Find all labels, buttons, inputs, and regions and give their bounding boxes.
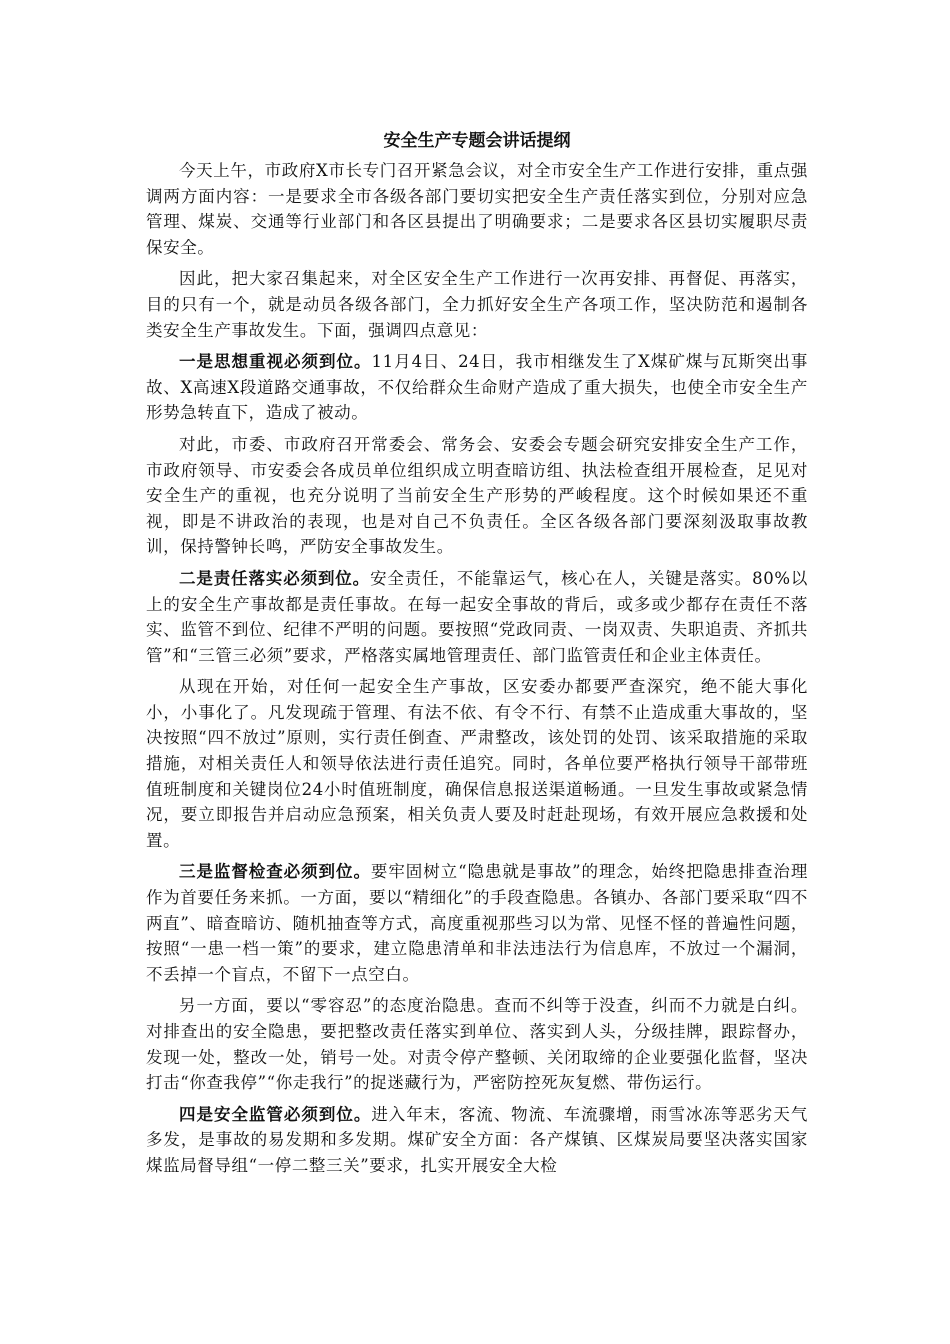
- paragraph-text: 要牢固树立“隐患就是事故”的理念，始终把隐患排查治理作为首要任务来抓。一方面，要以“精细化”的手段查隐患。各镇办、各部门要采取“四不两直”、暗查暗访、随机抽查等方式，高度重视那些习以为常、见怪不怪的普遍性问题，按照“一患一档一策”的要求，建立隐患清单和非法违法行为信息库，不放过一个漏洞，不丢掉一个盲点，不留下一点空白。: [146, 862, 808, 984]
- paragraph-text: 对此，市委、市政府召开常委会、常务会、安委会专题会研究安排安全生产工作，市政府领导、市安委会各成员单位组织成立明查暗访组、执法检查组开展检查，足见对安全生产的重视，也充分说明了当前安全生产形势的严峻程度。这个时候如果还不重视，即是不讲政治的表现，也是对自己不负责任。全区各级各部门要深刻汲取事故教训，保持警钟长鸣，严防安全事故发生。: [146, 434, 808, 557]
- paragraph: [146, 859, 808, 987]
- paragraph: [146, 1102, 808, 1179]
- paragraph-lead: 一是思想重视必须到位。: [179, 352, 372, 372]
- paragraph: [146, 158, 808, 260]
- paragraph: [146, 993, 808, 1095]
- document-page: [146, 128, 808, 1185]
- paragraph: [146, 432, 808, 560]
- paragraph-lead: 二是责任落实必须到位。: [179, 568, 371, 588]
- paragraph-text: 进入年末，客流、物流、车流骤增，雨雪冰冻等恶劣天气多发，是事故的易发期和多发期。煤矿安全方面：各产煤镇、区煤炭局要坚决落实国家煤监局督导组“一停二整三关”要求，扎实开展安全大检: [146, 1104, 808, 1175]
- paragraph-text: 另一方面，要以“零容忍”的态度治隐患。查而不纠等于没查，纠而不力就是白纠。对排查出的安全隐患，要把整改责任落实到单位、落实到人头，分级挂牌，跟踪督办，发现一处，整改一处，销号一处。对责令停产整顿、关闭取缔的企业要强化监督，坚决打击“你查我停”“你走我行”的捉迷藏行为，严密防控死灰复燃、带伤运行。: [146, 996, 808, 1093]
- paragraph-text: 11月4日、24日，我市相继发生了X煤矿煤与瓦斯突出事故、X高速X段道路交通事故，不仅给群众生命财产造成了重大损失，也使全市安全生产形势急转直下，造成了被动。: [146, 352, 809, 423]
- paragraph-text: 安全责任，不能靠运气，核心在人，关键是落实。80%以上的安全生产事故都是责任事故。在每一起安全事故的背后，或多或少都存在责任不落实、监管不到位、纪律不严明的问题。要按照“党政同责、一岗双责、失职追责、齐抓共管”和“三管三必须”要求，严格落实属地管理责任、部门监管责任和企业主体责任。: [146, 568, 808, 665]
- paragraph-text: 今天上午，市政府X市长专门召开紧急会议，对全市安全生产工作进行安排，重点强调两方面内容：一是要求全市各级各部门要切实把安全生产责任落实到位，分别对应急管理、煤炭、交通等行业部门和各区县提出了明确要求；二是要求各区县切实履职尽责保安全。: [146, 161, 808, 257]
- paragraph: [146, 349, 808, 426]
- paragraph-text: 因此，把大家召集起来，对全区安全生产工作进行一次再安排、再督促、再落实，目的只有一个，就是动员各级各部门，全力抓好安全生产各项工作，坚决防范和遏制各类安全生产事故发生。下面，强调四点意见：: [146, 269, 808, 340]
- paragraph-lead: 三是监督检查必须到位。: [179, 862, 371, 882]
- paragraph-lead: 四是安全监管必须到位。: [179, 1104, 372, 1124]
- paragraph: [146, 674, 808, 853]
- paragraph: [146, 566, 808, 668]
- paragraph-text: 从现在开始，对任何一起安全生产事故，区安委办都要严查深究，绝不能大事化小，小事化了。凡发现疏于管理、有法不依、有令不行、有禁不止造成重大事故的，坚决按照“四不放过”原则，实行责任倒查、严肃整改，该处罚的处罚、该采取措施的采取措施，对相关责任人和领导依法进行责任追究。同时，各单位要严格执行领导干部带班值班制度和关键岗位24小时值班制度，确保信息报送渠道畅通。一旦发生事故或紧急情况，要立即报告并启动应急预案，相关负责人要及时赶赴现场，有效开展应急救援和处置。: [146, 677, 808, 850]
- document-title: 安全生产专题会讲话提纲: [383, 131, 571, 151]
- paragraph: [146, 266, 808, 343]
